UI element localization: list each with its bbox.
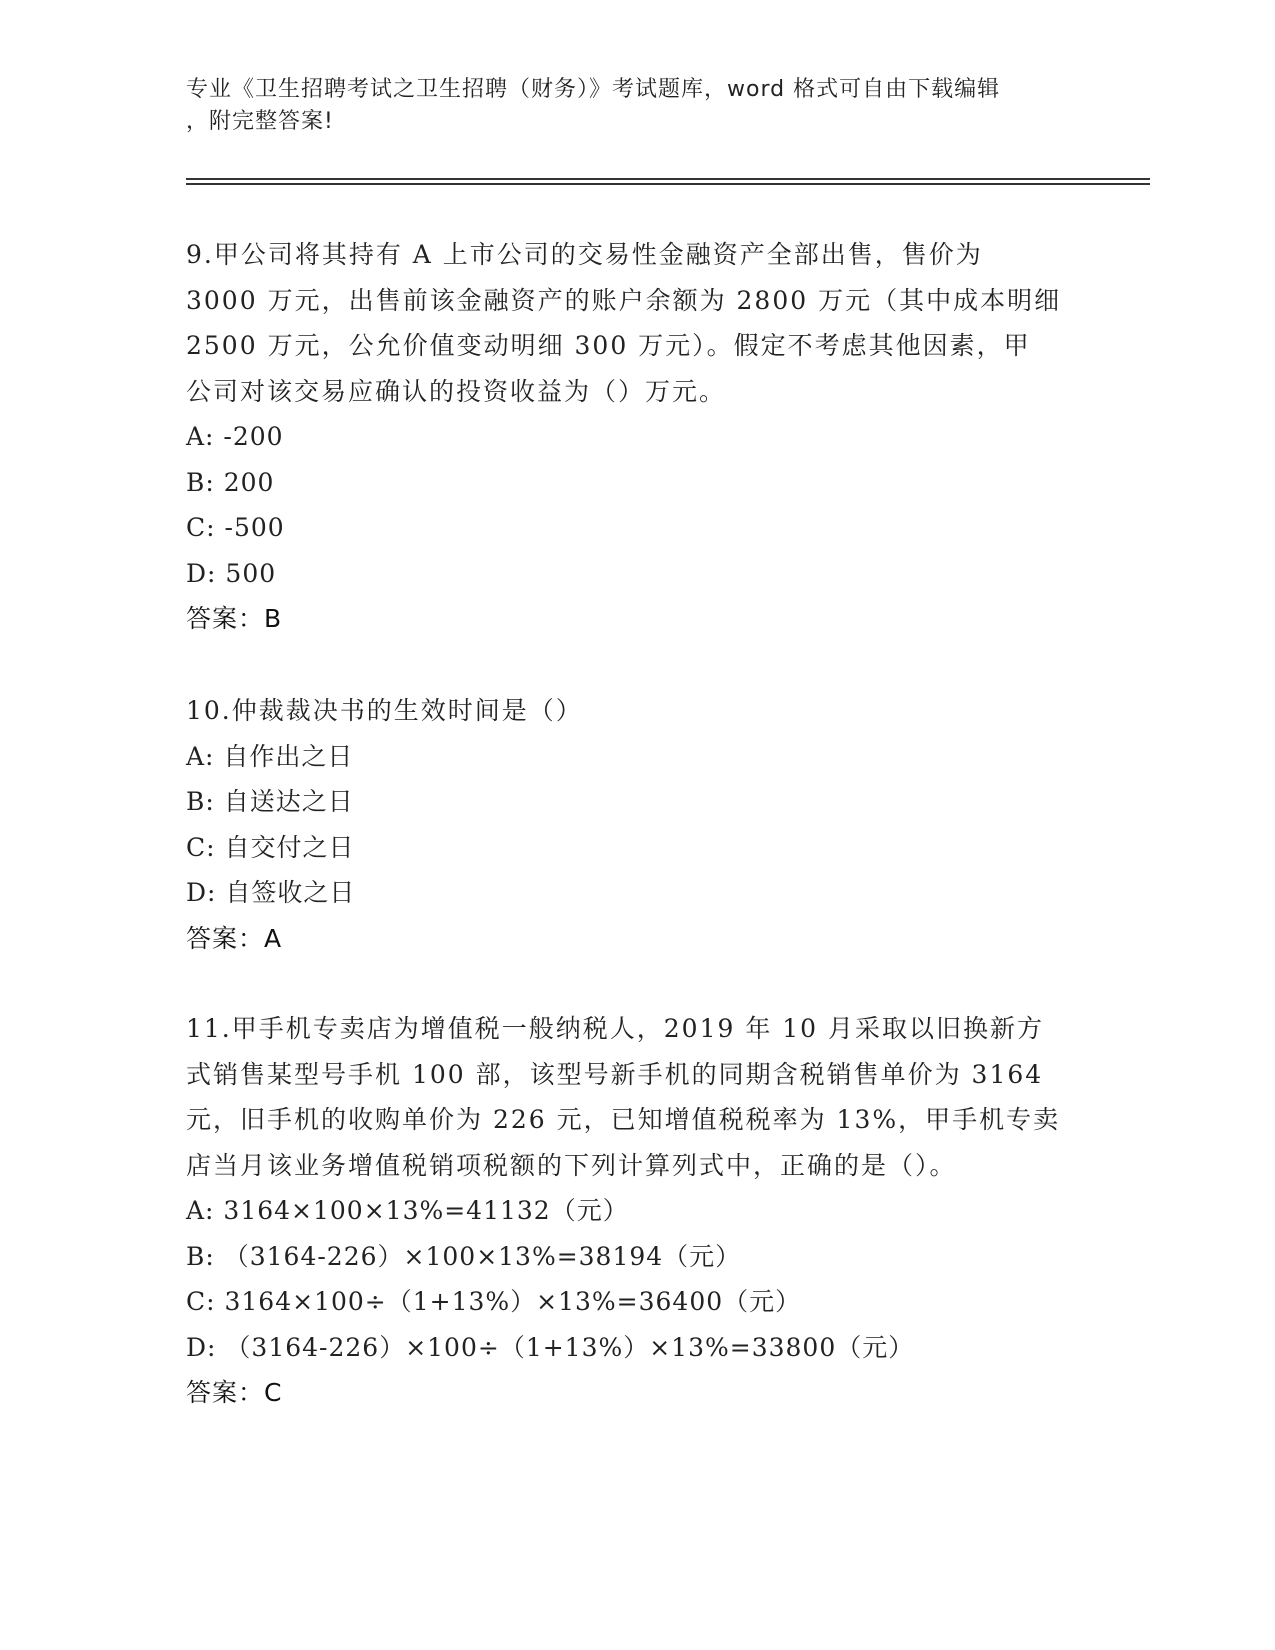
question-stem-line: 2500 万元，公允价值变动明细 300 万元）。假定不考虑其他因素，甲 <box>186 331 1031 360</box>
question-9 <box>186 232 1086 642</box>
question-stem-line: 11.甲手机专卖店为增值税一般纳税人，2019 年 10 月采取以旧换新方 <box>186 1014 1045 1043</box>
header-title-line: 专业《卫生招聘考试之卫生招聘（财务）》考试题库，word 格式可自由下载编辑 <box>186 77 1001 102</box>
document-header <box>186 74 1066 138</box>
option-d: D: 500 <box>186 558 277 588</box>
option-c: C: 自交付之日 <box>186 832 355 862</box>
option-b: B: （3164-226）×100×13%=38194（元） <box>186 1241 742 1271</box>
question-stem-line: 3000 万元，出售前该金融资产的账户余额为 2800 万元（其中成本明细 <box>186 285 1062 315</box>
question-stem-line: 9.甲公司将其持有 A 上市公司的交易性金融资产全部出售，售价为 <box>186 240 983 269</box>
question-stem-line: 公司对该交易应确认的投资收益为（）万元。 <box>186 376 727 406</box>
option-a: A: -200 <box>186 422 284 451</box>
header-divider-bottom <box>186 183 1150 185</box>
question-stem-line: 式销售某型号手机 100 部，该型号新手机的同期含税销售单价为 3164 <box>186 1059 1044 1089</box>
header-title-continuation: ，附完整答案! <box>186 109 334 134</box>
option-c: C: 3164×100÷（1+13%）×13%=36400（元） <box>186 1287 802 1316</box>
option-c: C: -500 <box>186 513 285 542</box>
question-10 <box>186 688 1086 961</box>
answer-line: 答案：A <box>186 923 283 953</box>
option-b: B: 200 <box>186 467 275 497</box>
header-divider-top <box>186 178 1150 180</box>
option-a: A: 3164×100×13%=41132（元） <box>186 1196 629 1225</box>
question-stem-line: 店当月该业务增值税销项税额的下列计算列式中，正确的是（）。 <box>186 1150 957 1180</box>
option-d: D: （3164-226）×100÷（1+13%）×13%=33800（元） <box>186 1332 915 1362</box>
question-11 <box>186 1006 1086 1416</box>
answer-line: 答案：C <box>186 1378 283 1407</box>
question-stem-line: 10.仲裁裁决书的生效时间是（） <box>186 696 583 725</box>
answer-line: 答案：B <box>186 604 283 633</box>
option-a: A: 自作出之日 <box>186 741 354 771</box>
question-stem-line: 元，旧手机的收购单价为 226 元，已知增值税税率为 13%，甲手机专卖 <box>186 1105 1061 1134</box>
option-b: B: 自送达之日 <box>186 787 354 816</box>
option-d: D: 自签收之日 <box>186 878 356 907</box>
